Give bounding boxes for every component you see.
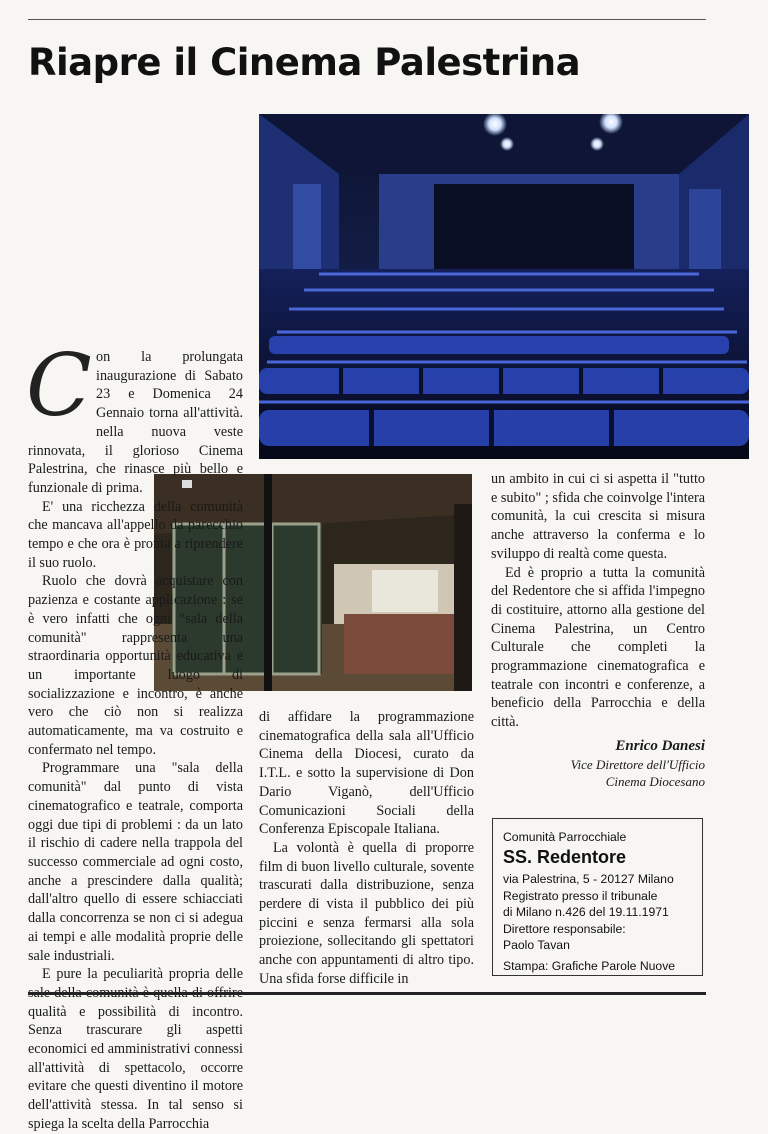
info-title: SS. Redentore [503, 847, 627, 868]
image-float-spacer [0, 114, 243, 348]
bottom-rule [28, 992, 706, 995]
article-column-1 [28, 114, 243, 1134]
paragraph: E' una ricchezza della comunità che mancava all'appello da parecchio tempo e che ora è pronta a riprendere il suo ruolo. [28, 498, 243, 571]
author-role: Vice Direttore dell'Ufficio [570, 757, 705, 772]
article-headline: Riapre il Cinema Palestrina [28, 41, 581, 84]
top-rule [28, 19, 706, 20]
info-registration: di Milano n.426 del 19.11.1971 [503, 905, 669, 920]
paragraph: di affidare la programmazione cinematografica della sala all'Ufficio Cinema della Diocesi, curato da I.T.L. e sotto la supervisione di Don Dario Viganò, dell'Ufficio Comunicazioni Sociali della Conferenza Episcopale Italiana. [259, 709, 474, 838]
drop-cap: C [26, 336, 92, 436]
author-byline [571, 736, 705, 790]
paragraph: Programmare una "sala della comunità" dal punto di vista cinematografico e teatrale, comporta oggi due tipi di problemi : da un lato il rischio di cadere nella trappola del successo commerciale ad ogni costo, anche a prescindere dalla qualità; dall'altro quello di essere schiacciati dalla concorrenza se non ci si adegua ai tempi e alle modalità proprie delle sale industriali. [28, 760, 243, 964]
info-subtitle: Comunità Parrocchiale [503, 830, 627, 844]
paragraph: on la prolungata inaugurazione di Sabato 23 e Domenica 24 Gennaio torna all'attività. nella nuova veste rinnovata, il glorioso Cinema Palestrina, che rinasce più bello e funzionale di prima. [28, 349, 243, 496]
paragraph: La volontà è quella di proporre film di buon livello culturale, sovente trascurati dalla distribuzione, senza perdere di vista il pubblico dei più piccini e senza fermarsi alla sola proiezione, sollecitando gli spettatori anche con appuntamenti di altro tipo. Una sfida forse difficile in [259, 839, 474, 987]
article-column-2 [259, 708, 474, 989]
paragraph: E pure la peculiarità propria delle qualità e possibilità di incontro. Senza trascurare gli aspetti economici ed amministrativi connessi all'attività di spettacolo, occorre evitare che questi diventino il motore dell'attività stessa. In tal senso si spiega la scelta della Parrocchia [28, 966, 243, 1132]
author-role: Cinema Diocesano [605, 774, 705, 789]
theater-photo [259, 114, 749, 459]
paragraph: un ambito in cui ci si aspetta il "tutto e subito" ; sfida che coinvolge l'intera comunità, la cui crescita si misura anche attraverso la conferma e lo sviluppo di realtà come questa. [491, 471, 706, 562]
info-registration: Registrato presso il tribunale [503, 888, 658, 903]
publication-info-box [492, 818, 703, 976]
info-printer: Stampa: Grafiche Parole Nuove [503, 959, 676, 974]
info-director: Paolo Tavan [503, 938, 570, 953]
article-column-3 [491, 470, 705, 732]
author-name: Enrico Danesi [615, 738, 705, 754]
paragraph: Ed è proprio a tutta la comunità del Redentore che si affida l'impegno di costituire, attorno alla gestione del Cinema Palestrina, un Centro Culturale che completi la programmazione cinematografica e teatrale con incontri e conferenze, a beneficio della Parrocchia e della città. [491, 564, 705, 731]
paragraph: Ruolo che dovrà acquistare con pazienza e costante applicazione : se è vero infatti che ogni "sala della comunità" rappresenta una straordinaria opportunità educativa e un importante luogo di socializzazione e incontro, è anche vero che ciò non si realizza automaticamente, ma va costruito e confermato nel tempo. [28, 573, 243, 758]
info-address: via Palestrina, 5 - 20127 Milano [503, 872, 674, 887]
info-director-label: Direttore responsabile: [503, 921, 626, 936]
